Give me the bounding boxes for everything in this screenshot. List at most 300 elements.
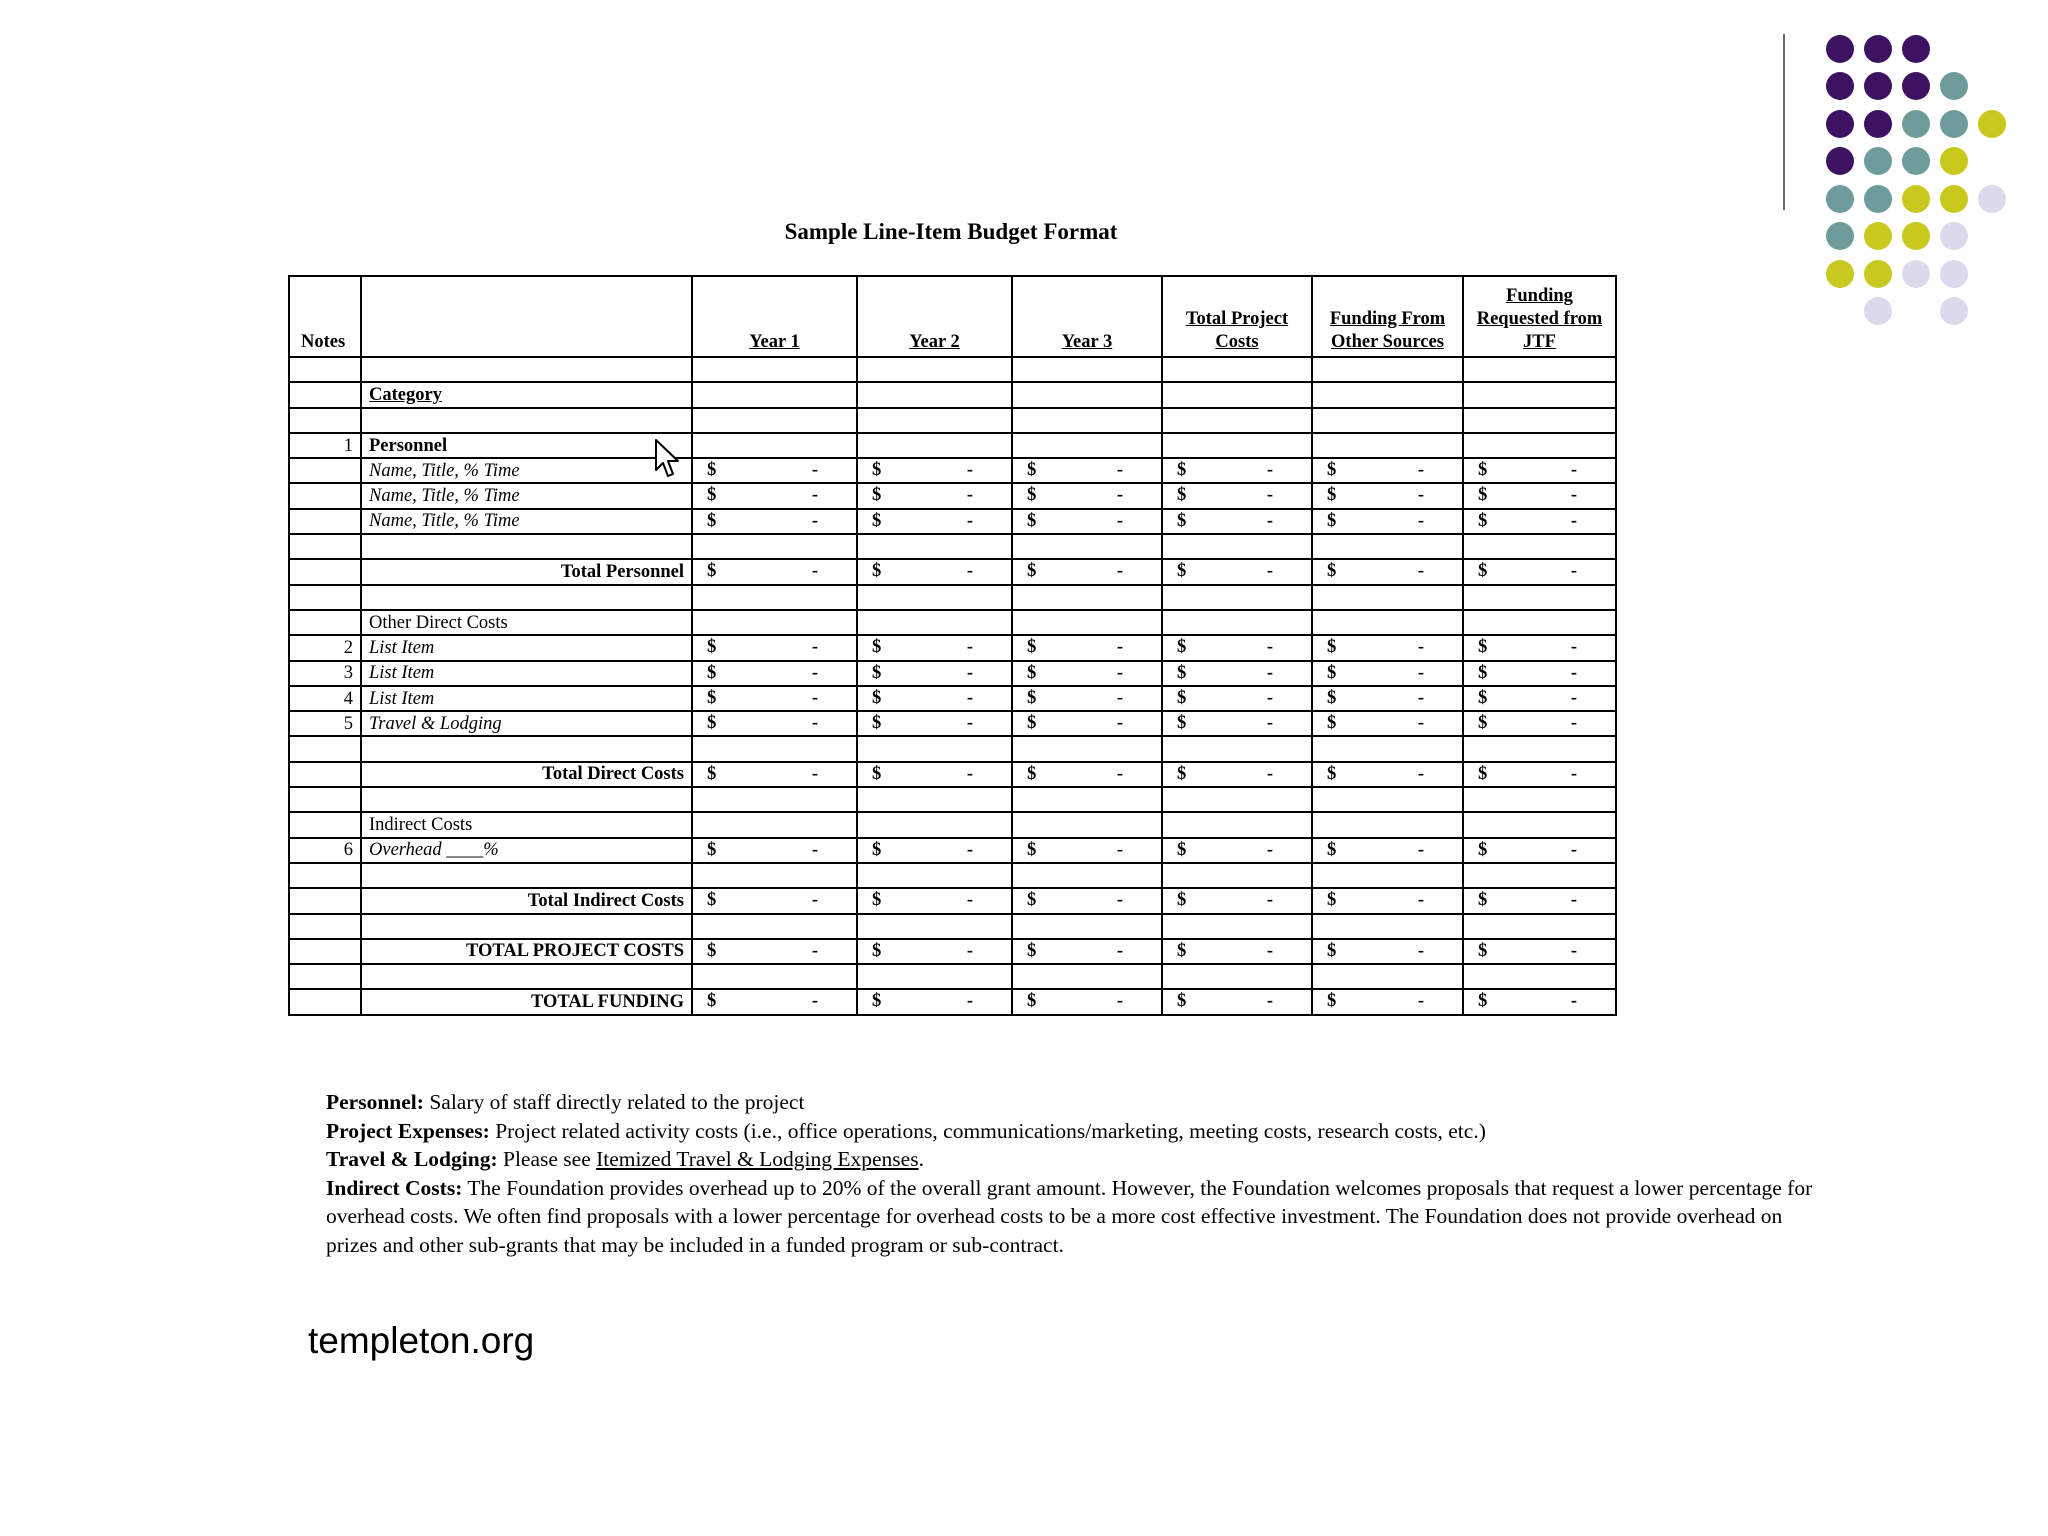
currency-symbol: $ (707, 940, 717, 961)
amount-cell (692, 509, 857, 534)
amount-value: - (1266, 485, 1273, 506)
amount-cell (1162, 838, 1312, 863)
amount-cell (1162, 989, 1312, 1014)
amount-cell (1162, 914, 1312, 939)
amount-cell (1312, 635, 1463, 660)
amount-cell (1162, 433, 1312, 458)
currency-symbol: $ (872, 713, 882, 734)
amount-cell (1463, 382, 1616, 407)
amount-cell (1463, 812, 1616, 837)
amount-cell (1012, 838, 1162, 863)
amount-cell (1012, 585, 1162, 610)
amount-cell (692, 736, 857, 761)
currency-symbol: $ (707, 485, 717, 506)
note-personnel-text: Salary of staff directly related to the project (423, 1090, 805, 1114)
amount-cell (1162, 863, 1312, 888)
currency-symbol: $ (707, 561, 717, 582)
currency-symbol: $ (707, 687, 717, 708)
amount-cell (1312, 686, 1463, 711)
currency-symbol: $ (707, 637, 717, 658)
amount-cell (1162, 585, 1312, 610)
amount-value: - (966, 662, 973, 683)
amount-cell (1312, 483, 1463, 508)
amount-cell (1312, 559, 1463, 584)
amount-value: - (1116, 940, 1123, 961)
currency-symbol: $ (1327, 460, 1337, 481)
amount-value: - (1266, 940, 1273, 961)
note-number: 6 (289, 838, 361, 863)
currency-symbol: $ (1327, 839, 1337, 860)
amount-cell (1012, 863, 1162, 888)
amount-cell (1162, 762, 1312, 787)
amount-value: - (966, 561, 973, 582)
note-number (289, 964, 361, 989)
amount-value: - (966, 460, 973, 481)
line-item-label (361, 357, 692, 382)
amount-cell (1012, 483, 1162, 508)
amount-cell (692, 559, 857, 584)
amount-cell (857, 585, 1012, 610)
note-number: 3 (289, 661, 361, 686)
line-item-label: Total Indirect Costs (361, 888, 692, 913)
amount-value: - (811, 460, 818, 481)
amount-value: - (966, 713, 973, 734)
amount-cell (857, 661, 1012, 686)
amount-cell (692, 964, 857, 989)
amount-cell (1312, 863, 1463, 888)
amount-cell (1463, 989, 1616, 1014)
amount-value: - (1570, 763, 1577, 784)
dot (1826, 222, 1854, 250)
row-direct-item (289, 635, 1616, 660)
row-personnel-item (289, 509, 1616, 534)
amount-value: - (1417, 510, 1424, 531)
table-header-row (289, 276, 1616, 357)
page-title: Sample Line-Item Budget Format (784, 219, 1118, 244)
note-number (289, 357, 361, 382)
line-item-label (361, 964, 692, 989)
currency-symbol: $ (1177, 940, 1187, 961)
header-notes: Notes (289, 276, 361, 357)
note-indirect-text: The Foundation provides overhead up to 20% of the overall grant amount. However, the Foundation welcomes proposals that request a lower percentage for overhead costs. We often find proposals with a lower percentage for overhead costs to be a more cost effective investment. The Foundation does not provide overhead on prizes and other sub-grants that may be included in a funded program or sub-contract. (326, 1175, 1813, 1257)
note-number (289, 762, 361, 787)
amount-cell (857, 458, 1012, 483)
header-blank (361, 276, 692, 357)
line-item-label: Overhead ____% (361, 838, 692, 863)
amount-cell (1012, 534, 1162, 559)
amount-cell (692, 686, 857, 711)
currency-symbol: $ (1478, 763, 1488, 784)
amount-value: - (1417, 991, 1424, 1012)
currency-symbol: $ (1027, 890, 1037, 911)
amount-cell (857, 433, 1012, 458)
note-number (289, 408, 361, 433)
currency-symbol: $ (1027, 485, 1037, 506)
amount-cell (1463, 559, 1616, 584)
amount-cell (1463, 661, 1616, 686)
amount-cell (1312, 939, 1463, 964)
line-item-label: List Item (361, 661, 692, 686)
note-personnel (326, 1088, 1826, 1117)
amount-cell (857, 787, 1012, 812)
amount-cell (1162, 711, 1312, 736)
header-total-project-costs-label: Total Project Costs (1185, 309, 1289, 352)
amount-value: - (1116, 991, 1123, 1012)
currency-symbol: $ (872, 687, 882, 708)
amount-cell (1012, 509, 1162, 534)
dot (1864, 222, 1892, 250)
currency-symbol: $ (1478, 991, 1488, 1012)
amount-cell (857, 635, 1012, 660)
line-item-label: Travel & Lodging (361, 711, 692, 736)
dot (1864, 110, 1892, 138)
amount-value: - (1417, 890, 1424, 911)
note-number (289, 812, 361, 837)
amount-value: - (1116, 839, 1123, 860)
amount-cell (1012, 914, 1162, 939)
currency-symbol: $ (707, 460, 717, 481)
amount-cell (1312, 509, 1463, 534)
note-indirect-label: Indirect Costs: (326, 1175, 463, 1200)
currency-symbol: $ (1478, 890, 1488, 911)
dot (1826, 260, 1854, 288)
dot (1978, 185, 2006, 213)
dot (1940, 147, 1968, 175)
row-direct-item (289, 711, 1616, 736)
amount-cell (1012, 408, 1162, 433)
amount-cell (1012, 711, 1162, 736)
amount-value: - (811, 561, 818, 582)
amount-cell (692, 610, 857, 635)
amount-value: - (811, 510, 818, 531)
amount-cell (1312, 433, 1463, 458)
line-item-label: Total Direct Costs (361, 762, 692, 787)
currency-symbol: $ (1177, 687, 1187, 708)
currency-symbol: $ (1027, 460, 1037, 481)
currency-symbol: $ (707, 991, 717, 1012)
currency-symbol: $ (872, 510, 882, 531)
amount-value: - (1570, 713, 1577, 734)
amount-cell (692, 939, 857, 964)
amount-cell (857, 534, 1012, 559)
amount-value: - (1266, 839, 1273, 860)
currency-symbol: $ (1027, 839, 1037, 860)
note-number (289, 559, 361, 584)
currency-symbol: $ (1327, 662, 1337, 683)
note-travel-text: Please see (497, 1147, 597, 1171)
blank-row (289, 408, 1616, 433)
header-year1 (692, 276, 857, 357)
amount-value: - (1116, 662, 1123, 683)
currency-symbol: $ (1027, 637, 1037, 658)
footer-site: templeton.org (308, 1320, 535, 1361)
currency-symbol: $ (872, 485, 882, 506)
amount-cell (1463, 914, 1616, 939)
amount-cell (692, 787, 857, 812)
note-number (289, 610, 361, 635)
note-number (289, 787, 361, 812)
dot (1902, 260, 1930, 288)
amount-cell (692, 408, 857, 433)
amount-cell (1012, 357, 1162, 382)
amount-cell (1312, 585, 1463, 610)
dot (1864, 72, 1892, 100)
blank-row (289, 914, 1616, 939)
amount-value: - (1266, 561, 1273, 582)
amount-value: - (1266, 890, 1273, 911)
amount-value: - (1116, 713, 1123, 734)
amount-cell (1312, 408, 1463, 433)
amount-cell (1312, 357, 1463, 382)
amount-cell (857, 483, 1012, 508)
amount-cell (1162, 534, 1312, 559)
amount-cell (1463, 635, 1616, 660)
header-year1-label: Year 1 (749, 332, 800, 352)
currency-symbol: $ (1177, 890, 1187, 911)
line-item-label: Name, Title, % Time (361, 509, 692, 534)
line-item-label: List Item (361, 686, 692, 711)
line-item-label (361, 382, 692, 407)
amount-cell (1463, 483, 1616, 508)
row-total-personnel (289, 559, 1616, 584)
amount-value: - (811, 662, 818, 683)
amount-value: - (1417, 687, 1424, 708)
amount-cell (1162, 382, 1312, 407)
amount-cell (1012, 762, 1162, 787)
amount-cell (857, 989, 1012, 1014)
amount-cell (1012, 635, 1162, 660)
currency-symbol: $ (1327, 763, 1337, 784)
dot (1826, 147, 1854, 175)
amount-cell (1312, 661, 1463, 686)
amount-cell (1463, 736, 1616, 761)
currency-symbol: $ (1327, 485, 1337, 506)
amount-value: - (1570, 991, 1577, 1012)
amount-cell (692, 812, 857, 837)
amount-cell (1312, 458, 1463, 483)
amount-cell (857, 964, 1012, 989)
amount-cell (1312, 382, 1463, 407)
amount-value: - (1570, 839, 1577, 860)
note-number (289, 483, 361, 508)
amount-value: - (811, 687, 818, 708)
amount-value: - (1116, 890, 1123, 911)
amount-value: - (811, 839, 818, 860)
mouse-cursor-icon (654, 438, 682, 484)
amount-cell (1312, 534, 1463, 559)
currency-symbol: $ (1327, 510, 1337, 531)
blank-row (289, 585, 1616, 610)
amount-cell (1463, 509, 1616, 534)
amount-cell (1463, 433, 1616, 458)
amount-cell (1162, 483, 1312, 508)
row-total-indirect-costs (289, 888, 1616, 913)
amount-cell (857, 711, 1012, 736)
note-personnel-label: Personnel: (326, 1090, 424, 1114)
amount-cell (692, 838, 857, 863)
amount-value: - (1570, 687, 1577, 708)
amount-value: - (1570, 510, 1577, 531)
amount-cell (692, 458, 857, 483)
amount-value: - (1570, 662, 1577, 683)
currency-symbol: $ (1177, 763, 1187, 784)
amount-cell (1012, 964, 1162, 989)
amount-value: - (1570, 561, 1577, 582)
note-travel (326, 1145, 1826, 1174)
line-item-label: List Item (361, 635, 692, 660)
amount-value: - (1570, 485, 1577, 506)
amount-value: - (1266, 510, 1273, 531)
note-travel-label: Travel & Lodging: (326, 1147, 498, 1171)
amount-cell (1162, 964, 1312, 989)
amount-cell (692, 989, 857, 1014)
amount-value: - (1116, 510, 1123, 531)
amount-value: - (1570, 637, 1577, 658)
currency-symbol: $ (872, 991, 882, 1012)
line-item-label (361, 914, 692, 939)
amount-value: - (811, 637, 818, 658)
amount-cell (1312, 888, 1463, 913)
currency-symbol: $ (872, 763, 882, 784)
amount-cell (1162, 357, 1312, 382)
note-number (289, 509, 361, 534)
currency-symbol: $ (1478, 561, 1488, 582)
amount-cell (1012, 559, 1162, 584)
amount-value: - (966, 890, 973, 911)
dot (1940, 260, 1968, 288)
amount-value: - (811, 940, 818, 961)
currency-symbol: $ (1177, 561, 1187, 582)
note-number (289, 989, 361, 1014)
amount-cell (1463, 762, 1616, 787)
row-category (289, 382, 1616, 407)
header-year3-label: Year 3 (1061, 332, 1113, 352)
amount-value: - (966, 991, 973, 1012)
amount-value: - (1116, 687, 1123, 708)
amount-cell (1012, 458, 1162, 483)
dot (1864, 35, 1892, 63)
currency-symbol: $ (1478, 839, 1488, 860)
currency-symbol: $ (1478, 940, 1488, 961)
amount-cell (692, 888, 857, 913)
amount-value: - (966, 687, 973, 708)
amount-cell (692, 914, 857, 939)
amount-cell (1312, 736, 1463, 761)
amount-value: - (1417, 485, 1424, 506)
note-number (289, 585, 361, 610)
amount-cell (1012, 610, 1162, 635)
dot (1940, 72, 1968, 100)
amount-value: - (1266, 991, 1273, 1012)
amount-cell (1312, 989, 1463, 1014)
amount-cell (1162, 408, 1312, 433)
dot (1826, 110, 1854, 138)
line-item-label: Personnel (361, 433, 692, 458)
amount-value: - (1417, 637, 1424, 658)
amount-cell (1162, 635, 1312, 660)
note-number (289, 939, 361, 964)
dot (1902, 110, 1930, 138)
amount-cell (857, 888, 1012, 913)
note-number: 4 (289, 686, 361, 711)
amount-cell (692, 433, 857, 458)
amount-cell (1162, 610, 1312, 635)
currency-symbol: $ (872, 940, 882, 961)
budget-table (288, 275, 1617, 1016)
amount-cell (1463, 863, 1616, 888)
currency-symbol: $ (707, 763, 717, 784)
dot (1940, 185, 1968, 213)
amount-cell (692, 357, 857, 382)
dot (1940, 222, 1968, 250)
amount-value: - (1266, 713, 1273, 734)
dot (1902, 72, 1930, 100)
amount-value: - (966, 510, 973, 531)
line-item-label (361, 787, 692, 812)
amount-cell (1012, 661, 1162, 686)
currency-symbol: $ (1478, 510, 1488, 531)
amount-cell (857, 736, 1012, 761)
amount-cell (692, 635, 857, 660)
currency-symbol: $ (707, 839, 717, 860)
note-number (289, 382, 361, 407)
amount-value: - (1570, 460, 1577, 481)
line-item-label: Indirect Costs (361, 812, 692, 837)
header-funding-jtf-label: Funding Requested from JTF (1476, 286, 1603, 352)
amount-cell (1162, 458, 1312, 483)
note-number (289, 458, 361, 483)
amount-value: - (1417, 561, 1424, 582)
row-personnel-item (289, 458, 1616, 483)
travel-expenses-link[interactable]: Itemized Travel & Lodging Expenses (596, 1147, 919, 1171)
currency-symbol: $ (872, 460, 882, 481)
currency-symbol: $ (1327, 991, 1337, 1012)
amount-value: - (1116, 460, 1123, 481)
note-indirect (326, 1174, 1826, 1260)
blank-row (289, 863, 1616, 888)
note-number (289, 863, 361, 888)
amount-cell (857, 762, 1012, 787)
currency-symbol: $ (1327, 561, 1337, 582)
currency-symbol: $ (1327, 687, 1337, 708)
amount-cell (1312, 711, 1463, 736)
line-item-label: TOTAL FUNDING (361, 989, 692, 1014)
amount-cell (1312, 838, 1463, 863)
decorative-dot-pattern (1810, 32, 2020, 332)
amount-value: - (1116, 561, 1123, 582)
dot (1978, 110, 2006, 138)
currency-symbol: $ (1177, 713, 1187, 734)
currency-symbol: $ (1478, 460, 1488, 481)
currency-symbol: $ (1478, 637, 1488, 658)
currency-symbol: $ (872, 839, 882, 860)
line-item-label-text: Category (369, 384, 442, 405)
amount-value: - (1116, 485, 1123, 506)
amount-value: - (966, 485, 973, 506)
amount-cell (1463, 964, 1616, 989)
dot (1902, 35, 1930, 63)
amount-value: - (1417, 763, 1424, 784)
line-item-label: Total Personnel (361, 559, 692, 584)
amount-cell (1162, 736, 1312, 761)
dot (1940, 297, 1968, 325)
row-direct-item (289, 686, 1616, 711)
currency-symbol: $ (1027, 713, 1037, 734)
amount-cell (692, 762, 857, 787)
amount-cell (1162, 888, 1312, 913)
amount-cell (857, 559, 1012, 584)
amount-cell (1012, 787, 1162, 812)
